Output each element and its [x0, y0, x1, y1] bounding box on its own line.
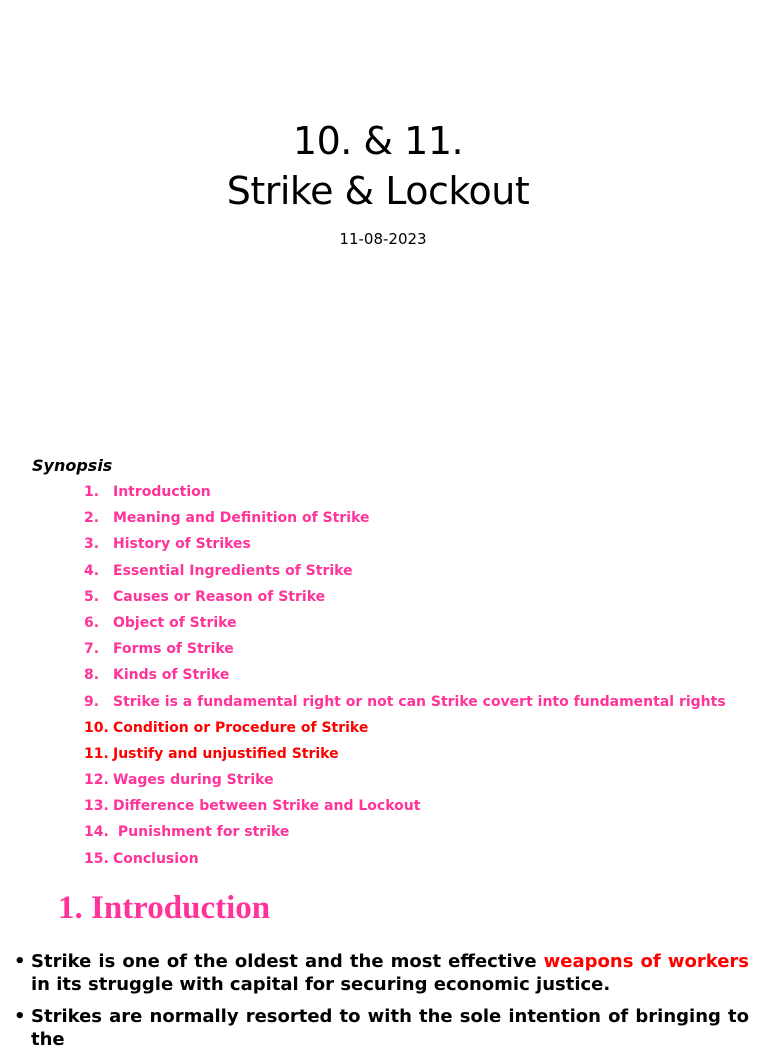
- synopsis-item-number: 12.: [84, 772, 109, 789]
- synopsis-item: [84, 744, 726, 770]
- synopsis-item-label: Condition or Procedure of Strike: [113, 719, 369, 736]
- synopsis-item-number: 11.: [84, 745, 109, 762]
- synopsis-heading: Synopsis: [32, 456, 113, 475]
- synopsis-item-label: Essential Ingredients of Strike: [113, 562, 353, 579]
- synopsis-item-label: Conclusion: [113, 850, 199, 867]
- bullet-dot-icon: •: [14, 1006, 26, 1027]
- synopsis-item-label: Kinds of Strike: [113, 667, 230, 684]
- synopsis-item: [84, 508, 726, 534]
- synopsis-item-label: Justify and unjustified Strike: [113, 745, 339, 762]
- bullet-text: Strike is one of the oldest and the most effective: [31, 951, 544, 972]
- bullet-paragraph: [14, 950, 749, 996]
- synopsis-item-number: 9.: [84, 693, 100, 710]
- synopsis-item-label: Introduction: [113, 484, 211, 500]
- synopsis-item-label: Object of Strike: [113, 614, 237, 631]
- bullet-dot-icon: •: [14, 951, 26, 972]
- bullet-paragraph: [14, 1005, 749, 1051]
- synopsis-item-number: 2.: [84, 510, 100, 527]
- synopsis-item-number: 3.: [84, 536, 100, 553]
- synopsis-item-number: 14.: [84, 824, 109, 841]
- synopsis-item-label: Forms of Strike: [113, 641, 234, 658]
- synopsis-item: [84, 849, 726, 875]
- synopsis-item-label: Punishment for strike: [113, 824, 290, 841]
- bullet-text: in its struggle with capital for securing economic justice.: [31, 974, 611, 995]
- introduction-bullets: [14, 950, 749, 1060]
- synopsis-item: [84, 639, 726, 665]
- synopsis-item-number: 7.: [84, 641, 100, 658]
- synopsis-item-number: 6.: [84, 614, 100, 631]
- title-line-chapters: 10. & 11.: [292, 119, 464, 163]
- synopsis-item-number: 8.: [84, 667, 100, 684]
- highlighted-phrase: weapons of workers: [543, 951, 749, 972]
- synopsis-item: [84, 718, 726, 744]
- synopsis-item: [84, 822, 726, 848]
- synopsis-item-label: History of Strikes: [113, 536, 251, 553]
- synopsis-item: [84, 692, 726, 718]
- synopsis-list: [84, 482, 726, 875]
- synopsis-item-number: 13.: [84, 798, 109, 815]
- synopsis-item-number: 1.: [84, 484, 100, 500]
- synopsis-item: [84, 796, 726, 822]
- synopsis-item-number: 10.: [84, 719, 109, 736]
- synopsis-item: [84, 770, 726, 796]
- synopsis-item-number: 5.: [84, 588, 100, 605]
- document-date: 11-08-2023: [339, 230, 427, 248]
- synopsis-item-label: Difference between Strike and Lockout: [113, 798, 421, 815]
- bullet-text: Strikes are normally resorted to with the sole intention of bringing to the: [31, 1006, 749, 1050]
- synopsis-item: [84, 482, 726, 508]
- synopsis-item: [84, 561, 726, 587]
- synopsis-item: [84, 665, 726, 691]
- synopsis-item-label: Wages during Strike: [113, 772, 274, 789]
- synopsis-item-number: 4.: [84, 562, 100, 579]
- synopsis-item: [84, 587, 726, 613]
- title-line-topic: Strike & Lockout: [226, 169, 530, 213]
- synopsis-item-label: Meaning and Definition of Strike: [113, 510, 370, 527]
- synopsis-item: [84, 534, 726, 560]
- synopsis-item-number: 15.: [84, 850, 109, 867]
- synopsis-item-label: Causes or Reason of Strike: [113, 588, 326, 605]
- introduction-heading: 1. Introduction: [58, 890, 271, 926]
- document-title: [0, 116, 756, 216]
- synopsis-item: [84, 613, 726, 639]
- synopsis-item-label: Strike is a fundamental right or not can Strike covert into fundamental rights: [113, 693, 726, 710]
